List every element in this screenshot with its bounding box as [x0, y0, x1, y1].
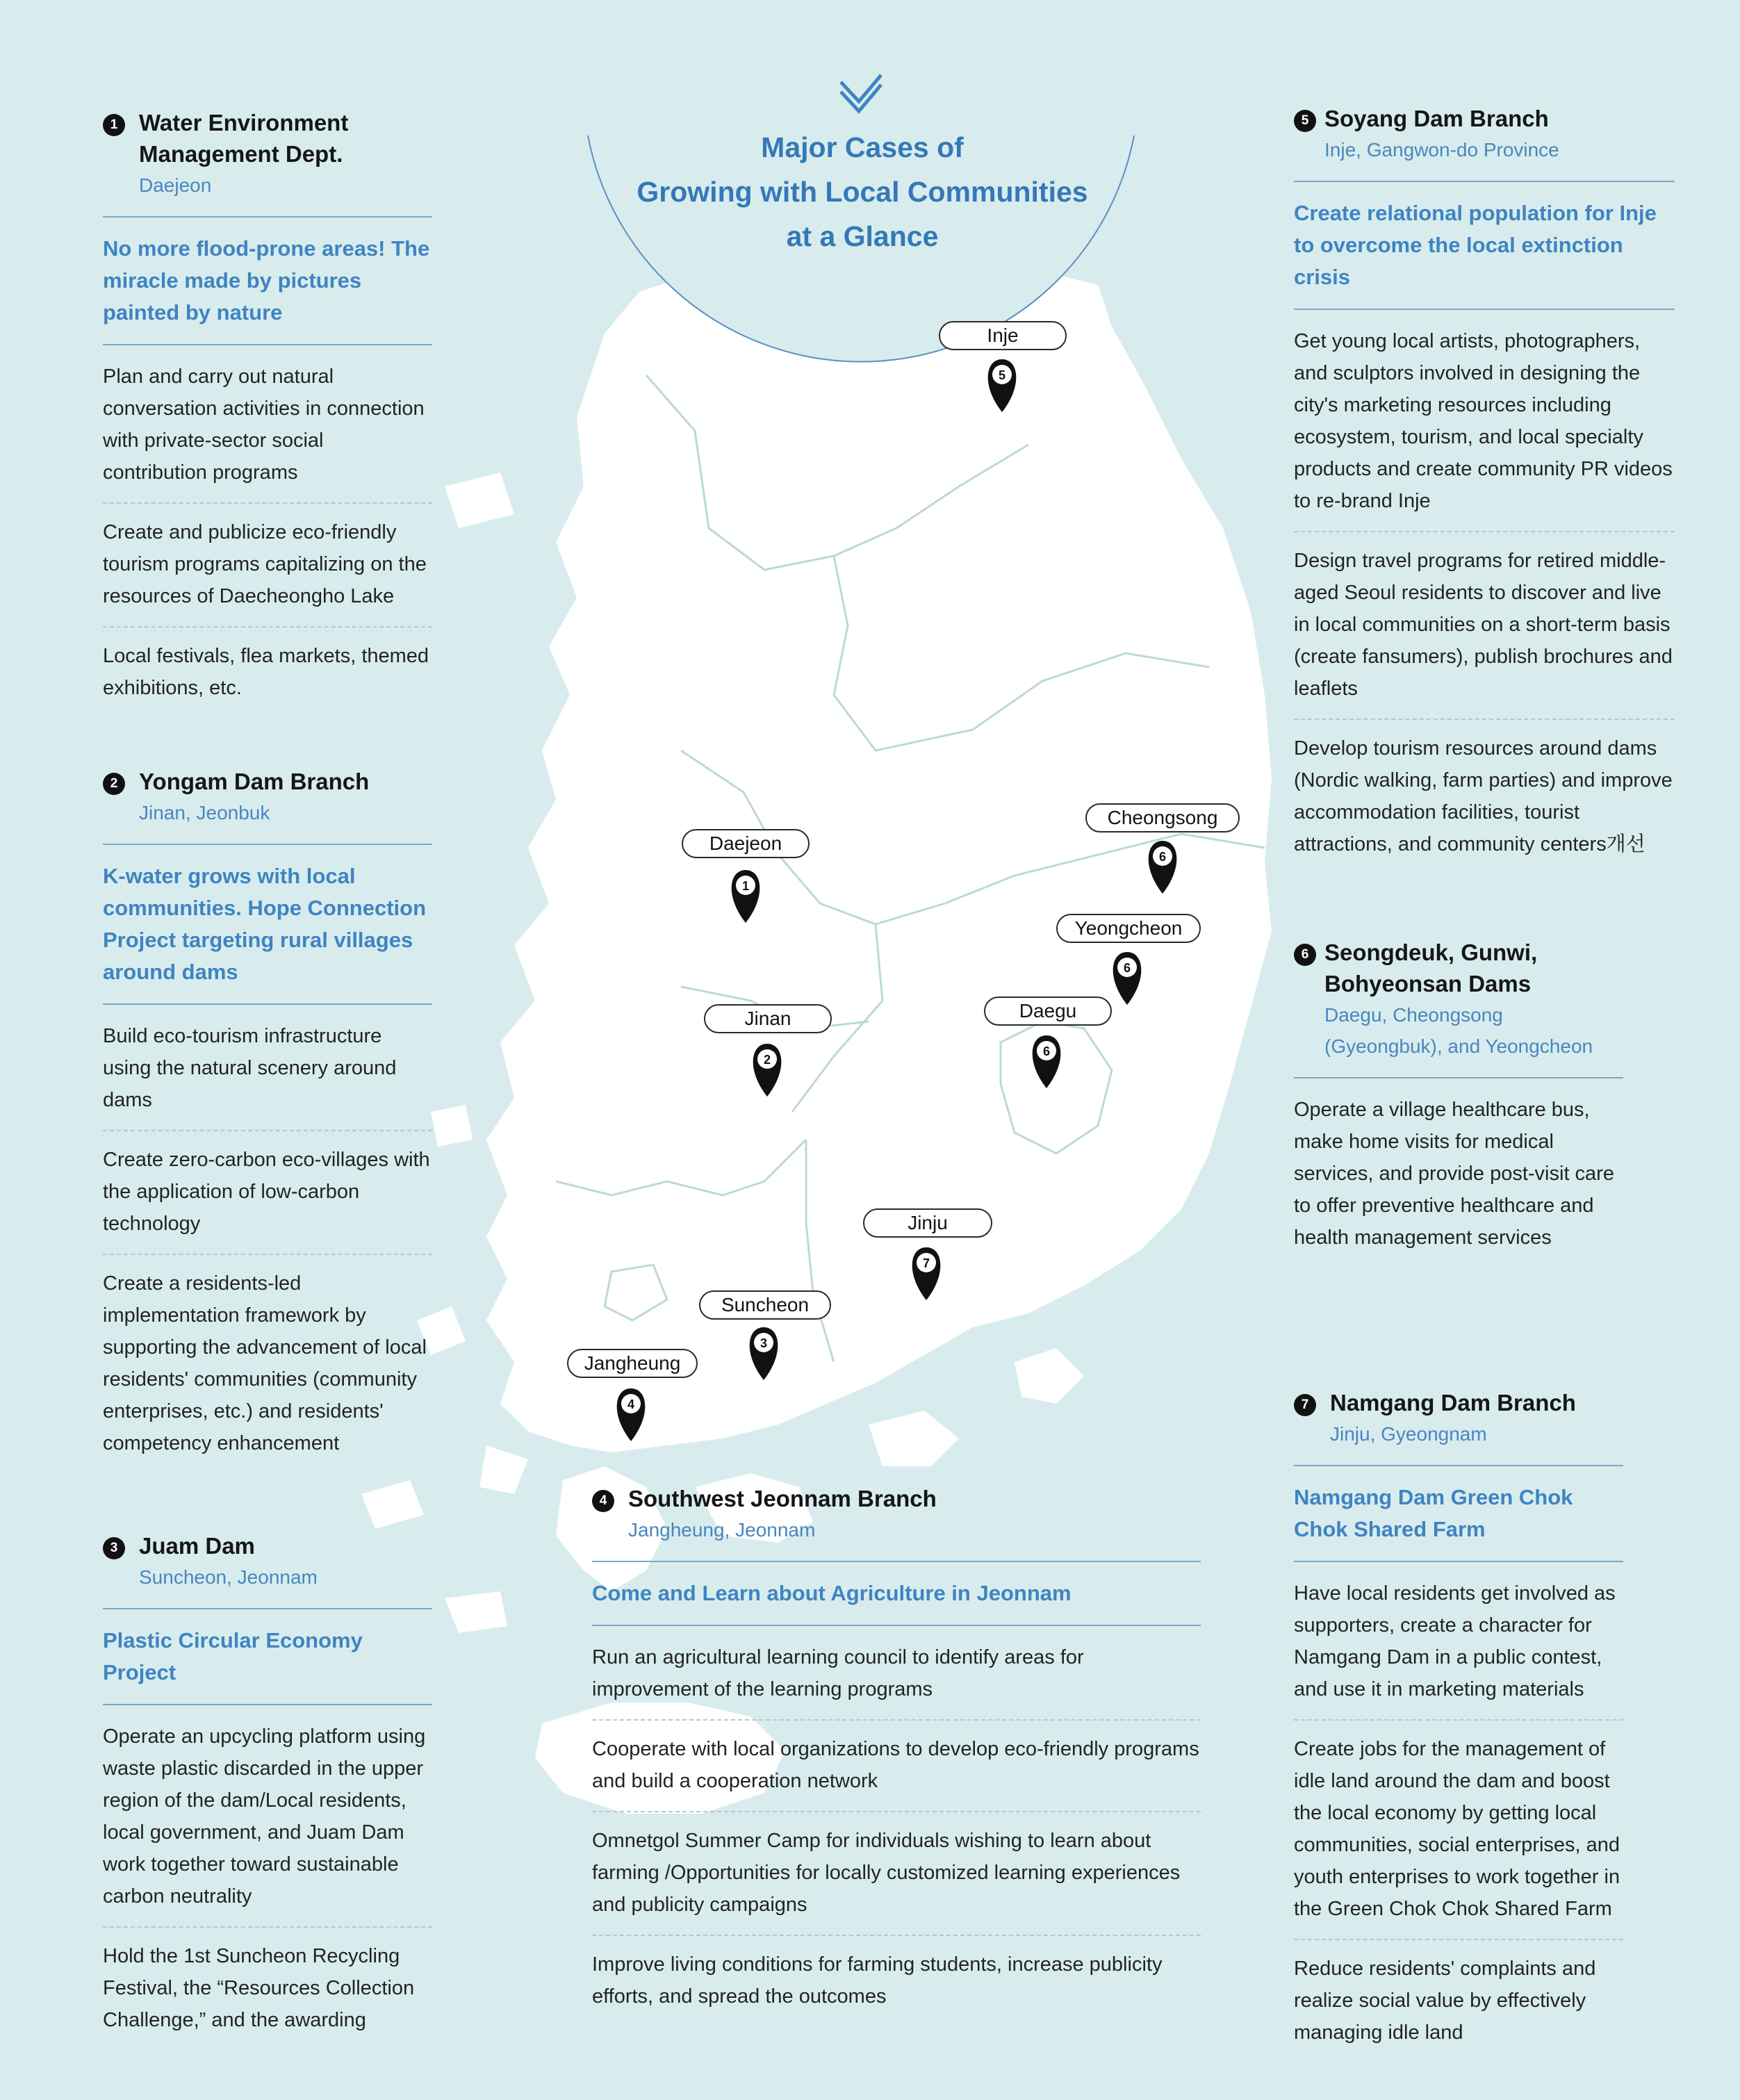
activity-item: Plan and carry out natural conversation activities in connection with private-sector social contribution programs	[103, 366, 425, 484]
branch-4-header	[592, 1483, 1201, 1545]
divider	[103, 1003, 432, 1005]
divider	[1294, 1077, 1623, 1078]
branch-4-section	[592, 1483, 1201, 2026]
map-label-jinju: Jinju	[863, 1208, 992, 1238]
branch-number-badge: 6	[1294, 944, 1316, 966]
branch-5-header	[1294, 103, 1675, 165]
divider	[592, 1561, 1201, 1562]
branch-6-header	[1294, 937, 1623, 1062]
activity-item: Design travel programs for retired middle-aged Seoul residents to discover and live in local communities on a short-term basis (create fansumers), publish brochures and leaflets	[1294, 531, 1675, 719]
map-label-cheongsong: Cheongsong	[1085, 803, 1240, 832]
divider	[1294, 309, 1675, 310]
branch-3-header	[103, 1530, 432, 1593]
activity-item: Create a residents-led implementation framework by supporting the advancement of local residents' communities (community enterprises, etc.) and residents' competency enhancement	[103, 1254, 432, 1473]
marker-number: 2	[763, 1053, 771, 1067]
branch-1-section	[103, 107, 432, 718]
activity-item: Create jobs for the management of idle land around the dam and boost the local economy by getting local communities, social enterprises, and youth enterprises to work together in the Green Chok Chok Shared Farm	[1294, 1719, 1623, 1939]
activity-item: Get young local artists, photographers, and sculptors involved in designing the city's marketing resources including ecosystem, tourism, and local specialty products and create community PR videos to re-brand Inje	[1294, 330, 1673, 512]
marker-number: 6	[1042, 1044, 1051, 1058]
activity-item: Develop tourism resources around dams (Nordic walking, farm parties) and improve accommodation facilities, tourist attractions, and community centers개선	[1294, 719, 1675, 874]
checkmark-icon	[841, 75, 881, 111]
title-line-1: Major Cases of	[761, 131, 964, 163]
marker-number: 5	[998, 368, 1006, 382]
branch-6-section	[1294, 937, 1623, 1268]
project-title: K-water grows with local communities. Hope Connection Project targeting rural villages around dams	[103, 864, 427, 984]
activity-item: Local festivals, flea markets, themed exhibitions, etc.	[103, 626, 432, 718]
marker-number: 7	[922, 1256, 930, 1270]
divider	[1294, 181, 1675, 182]
branch-7-section	[1294, 1387, 1623, 2062]
marker-number: 1	[741, 879, 750, 893]
project-title: No more flood-prone areas! The miracle made by pictures painted by nature	[103, 236, 430, 325]
branch-2-header	[103, 766, 432, 828]
activity-item: Run an agricultural learning council to identify areas for improvement of the learning programs	[592, 1646, 1084, 1700]
map-label-jinan: Jinan	[704, 1004, 832, 1033]
marker-number: 6	[1158, 850, 1167, 864]
map-label-suncheon: Suncheon	[699, 1290, 831, 1320]
divider	[1294, 1465, 1623, 1466]
activity-item: Create zero-carbon eco-villages with the application of low-carbon technology	[103, 1130, 432, 1254]
branch-location: Daejeon	[139, 174, 212, 196]
divider	[103, 1704, 432, 1705]
activity-item: Cooperate with local organizations to develop eco-friendly programs and build a cooperation network	[592, 1719, 1201, 1811]
activity-item: Operate a village healthcare bus, make home visits for medical services, and provide post-visit care to offer preventive healthcare and health management services	[1294, 1099, 1614, 1249]
divider	[103, 216, 432, 218]
divider	[592, 1625, 1201, 1626]
title-line-3: at a Glance	[786, 220, 939, 252]
activity-item: Operate an upcycling platform using waste plastic discarded in the upper region of the dam/Local residents, local government, and Juam Dam work together toward sustainable carbon neutrality	[103, 1725, 426, 1908]
activity-item: Build eco-tourism infrastructure using the natural scenery around dams	[103, 1025, 397, 1111]
branch-name: Yongam Dam Branch	[139, 769, 370, 794]
project-title: Create relational population for Inje to overcome the local extinction crisis	[1294, 201, 1657, 289]
branch-number-badge: 3	[103, 1537, 125, 1559]
branch-name: Soyang Dam Branch	[1324, 106, 1549, 131]
divider	[103, 344, 432, 345]
activity-item: Create and publicize eco-friendly tourism programs capitalizing on the resources of Daecheongho Lake	[103, 502, 432, 626]
project-title: Come and Learn about Agriculture in Jeonnam	[592, 1581, 1072, 1605]
branch-number-badge: 2	[103, 773, 125, 795]
branch-name: Namgang Dam Branch	[1330, 1390, 1576, 1416]
project-title: Plastic Circular Economy Project	[103, 1628, 363, 1684]
map-label-daejeon: Daejeon	[682, 829, 810, 858]
main-title	[588, 125, 1137, 259]
branch-name: Juam Dam	[139, 1533, 255, 1559]
branch-1-header	[103, 107, 432, 201]
activity-item: Hold the 1st Suncheon Recycling Festival, the “Resources Collection Challenge,” and the awarding	[103, 1926, 432, 2050]
map-label-jangheung: Jangheung	[567, 1349, 698, 1378]
branch-number-badge: 1	[103, 114, 125, 136]
marker-number: 6	[1123, 961, 1131, 975]
activity-item: Have local residents get involved as supporters, create a character for Namgang Dam in a public contest, and use it in marketing materials	[1294, 1582, 1616, 1700]
map-label-daegu: Daegu	[984, 996, 1112, 1026]
branch-3-section	[103, 1530, 432, 2050]
divider	[103, 844, 432, 845]
activity-item: Omnetgol Summer Camp for individuals wishing to learn about farming /Opportunities for locally customized learning experiences and publicity campaigns	[592, 1811, 1201, 1935]
branch-location: Inje, Gangwon-do Province	[1324, 139, 1559, 161]
divider	[103, 1608, 432, 1609]
branch-location: Jinju, Gyeongnam	[1330, 1423, 1487, 1445]
title-line-2: Growing with Local Communities	[637, 176, 1088, 208]
branch-location: Jangheung, Jeonnam	[628, 1519, 816, 1541]
branch-location: Suncheon, Jeonnam	[139, 1566, 318, 1588]
branch-7-header	[1294, 1387, 1623, 1450]
activity-item: Reduce residents' complaints and realize social value by effectively managing idle land	[1294, 1939, 1623, 2062]
map-label-inje: Inje	[939, 321, 1067, 350]
branch-name: Seongdeuk, Gunwi, Bohyeonsan Dams	[1324, 940, 1538, 996]
branch-name: Water Environment Management Dept.	[139, 110, 349, 167]
branch-name: Southwest Jeonnam Branch	[628, 1486, 937, 1511]
activity-item: Improve living conditions for farming students, increase publicity efforts, and spread the outcomes	[592, 1935, 1201, 2026]
branch-2-section	[103, 766, 432, 1473]
divider	[1294, 1561, 1623, 1562]
branch-number-badge: 5	[1294, 110, 1316, 132]
branch-5-section	[1294, 103, 1675, 874]
branch-location: Daegu, Cheongsong (Gyeongbuk), and Yeongcheon	[1324, 1004, 1593, 1057]
map-label-yeongcheon: Yeongcheon	[1056, 914, 1201, 943]
marker-number: 3	[760, 1336, 768, 1350]
project-title: Namgang Dam Green Chok Chok Shared Farm	[1294, 1485, 1573, 1541]
marker-number: 4	[627, 1397, 635, 1411]
branch-number-badge: 7	[1294, 1394, 1316, 1416]
branch-number-badge: 4	[592, 1490, 614, 1512]
branch-location: Jinan, Jeonbuk	[139, 802, 270, 823]
